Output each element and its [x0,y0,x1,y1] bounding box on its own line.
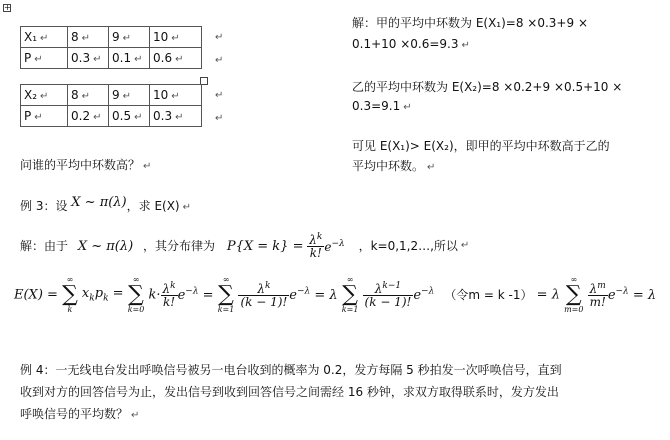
table-cell: 0.5 ↵ [109,106,150,127]
distribution-table-x1 [20,26,202,69]
table-cell: 9 ↵ [109,85,150,106]
return-mark-icon: ↵ [215,113,224,124]
table-cell: X₂ ↵ [21,85,68,106]
table-row [21,106,202,127]
table-cell: 10 ↵ [150,27,202,48]
example-4-line-2: 收到对方的回答信号为止，发出信号到收到回答信号之间需经 16 秒钟，求双方取得联系时，发方发出 [20,385,559,399]
example-4-line-3: 呼唤信号的平均数？ ↵ [20,407,140,421]
table-cell: 0.2 ↵ [68,106,109,127]
table-cell: 0.1 ↵ [109,48,150,69]
table-row [21,85,202,106]
table-cell: 0.6 ↵ [150,48,202,69]
table-cell: 0.3 ↵ [150,106,202,127]
table-cell: 10 ↵ [150,85,202,106]
table-move-handle[interactable]: + [4,3,11,12]
return-mark-icon: ↵ [215,90,224,101]
solution-line-1: 解：甲的平均中环数为 E(X₁)=8 ×0.3+9 × [352,16,588,30]
table-cell: 8 ↵ [68,85,109,106]
solution-line-3: 乙的平均中环数为 E(X₂)=8 ×0.2+9 ×0.5+10 × [352,80,623,94]
solution-line-5: 可见 E(X₁)> E(X₂)，即甲的平均中环数高于乙的 [352,139,610,153]
solution-line-6: 平均中环数。 ↵ [352,159,436,173]
poisson-fraction: $\frac{\lambda^k}{k!}$ [309,232,323,260]
table-row [21,48,202,69]
table-row [21,27,202,48]
return-mark-icon: ↵ [215,55,224,66]
solution-line-4: 0.3=9.1 ↵ [352,99,412,113]
table-cell: 0.3 ↵ [68,48,109,69]
table-cell: P ↵ [21,106,68,127]
return-mark-icon: ↵ [215,32,224,43]
expectation-formula: E(X) = ∞ ∑ k $x_kp_k$ = ∞ ∑ k=0 k· $\frac{\lambda^k}{k!}$ $e^{-\lambda}$ = ∞ ∑ k=1 $\frac{\lambda^k}{(k - 1)!}$ $e^{-\lambda} = \lambda$ ∞ ∑ k=1 $\frac{\lambda^{k-1}}{(k - 1)!}$ $e^{-\lambda}$ （令m = k -1） = λ ∞ ∑ m=0 $\frac{\lambda^m}{m!}$ $e^{-\lambda} = \lambda$ [14,275,657,314]
table-cell: P ↵ [21,48,68,69]
solution-3: 解：由于 X ~ π(λ) ，其分布律为 P{X = k} = $\frac{\lambda^k}{k!}$ $e^{-\lambda}$ ，k=0,1,2…,所以 ↵ [20,232,470,260]
example-3: 例 3：设 X ~ π(λ)，求 E(X) ↵ [20,195,191,213]
table-cell: X₁ ↵ [21,27,68,48]
table-cell: 9 ↵ [109,27,150,48]
question-text: 问谁的平均中环数高？ ↵ [20,158,152,172]
solution-line-2: 0.1+10 ×0.6=9.3 ↵ [352,37,470,51]
table-cell: 8 ↵ [68,27,109,48]
example-4-line-1: 例 4：一无线电台发出呼唤信号被另一电台收到的概率为 0.2，发方每隔 5 秒拍发一次呼唤信号，直到 [20,363,562,377]
distribution-table-x2 [20,84,202,127]
